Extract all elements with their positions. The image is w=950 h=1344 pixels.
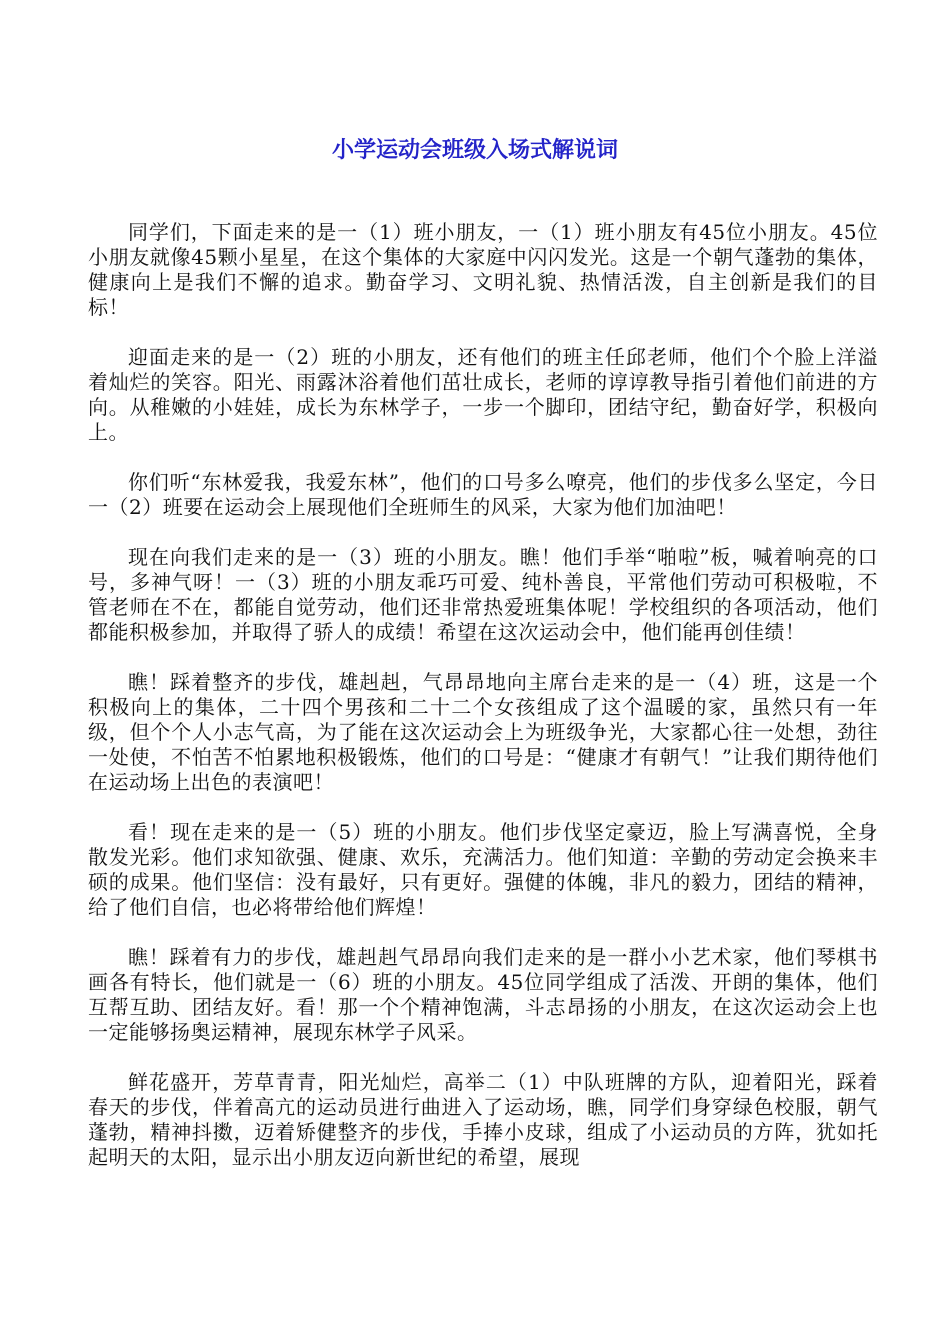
paragraph-5: 瞧！踩着整齐的步伐，雄赳赳，气昂昂地向主席台走来的是一（4）班，这是一个积极向上的集体，二十四个男孩和二十二个女孩组成了这个温暖的家，虽然只有一年级，但个个人小志气高，为了能在这次运动会上为班级争光，大家都心往一处想，劲往一处使，不怕苦不怕累地积极锻炼，他们的口号是：“健康才有朝气！”让我们期待他们在运动场上出色的表演吧！ [88, 670, 878, 794]
paragraph-8: 鲜花盛开，芳草青青，阳光灿烂，高举二（1）中队班牌的方队，迎着阳光，踩着春天的步伐，伴着高亢的运动员进行曲进入了运动场，瞧，同学们身穿绿色校服，朝气蓬勃，精神抖擞，迈着矫健整齐的步伐，手捧小皮球，组成了小运动员的方阵，犹如托起明天的太阳，显示出小朋友迈向新世纪的希望，展现 [88, 1070, 878, 1169]
paragraph-3: 你们听“东林爱我，我爱东林”，他们的口号多么嘹亮，他们的步伐多么坚定，今日一（2）班要在运动会上展现他们全班师生的风采，大家为他们加油吧！ [88, 470, 878, 519]
paragraph-2: 迎面走来的是一（2）班的小朋友，还有他们的班主任邱老师，他们个个脸上洋溢着灿烂的笑容。阳光、雨露沐浴着他们茁壮成长，老师的谆谆教导指引着他们前进的方向。从稚嫩的小娃娃，成长为东林学子，一步一个脚印，团结守纪，勤奋好学，积极向上。 [88, 345, 878, 444]
document-body [88, 220, 878, 1195]
paragraph-7: 瞧！踩着有力的步伐，雄赳赳气昂昂向我们走来的是一群小小艺术家，他们琴棋书画各有特长，他们就是一（6）班的小朋友。45位同学组成了活泼、开朗的集体，他们互帮互助、团结友好。看！那一个个精神饱满，斗志昂扬的小朋友，在这次运动会上也一定能够扬奥运精神，展现东林学子风采。 [88, 945, 878, 1044]
paragraph-6: 看！现在走来的是一（5）班的小朋友。他们步伐坚定豪迈，脸上写满喜悦，全身散发光彩。他们求知欲强、健康、欢乐，充满活力。他们知道：辛勤的劳动定会换来丰硕的成果。他们坚信：没有最好，只有更好。强健的体魄，非凡的毅力，团结的精神，给了他们自信，也必将带给他们辉煌！ [88, 820, 878, 919]
paragraph-1: 同学们，下面走来的是一（1）班小朋友，一（1）班小朋友有45位小朋友。45位小朋友就像45颗小星星，在这个集体的大家庭中闪闪发光。这是一个朝气蓬勃的集体，健康向上是我们不懈的追求。勤奋学习、文明礼貌、热情活泼，自主创新是我们的目标！ [88, 220, 878, 319]
document-title: 小学运动会班级入场式解说词 [331, 138, 618, 163]
paragraph-4: 现在向我们走来的是一（3）班的小朋友。瞧！他们手举“啪啦”板，喊着响亮的口号，多神气呀！一（3）班的小朋友乖巧可爱、纯朴善良，平常他们劳动可积极啦，不管老师在不在，都能自觉劳动，他们还非常热爱班集体呢！学校组织的各项活动，他们都能积极参加，并取得了骄人的成绩！希望在这次运动会中，他们能再创佳绩！ [88, 545, 878, 644]
